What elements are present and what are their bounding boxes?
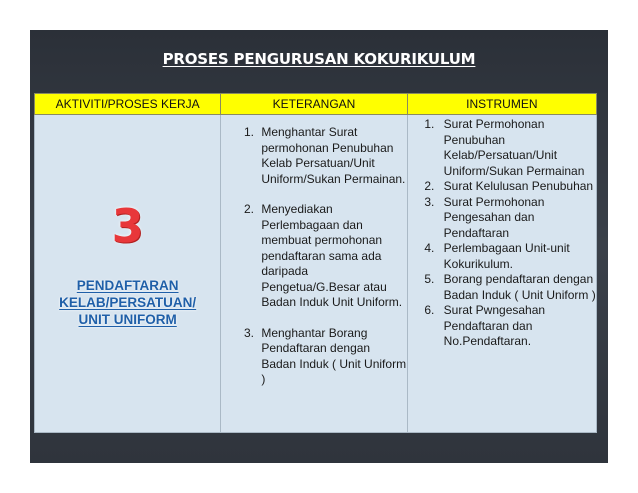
list-item: 4. Perlembagaan Unit-unit Kokurikulum. [438, 241, 596, 272]
list-item: 1. Surat Permohonan Penubuhan Kelab/Persatuan/Unit Uniform/Sukan Permainan [438, 117, 596, 179]
list-item: 5. Borang pendaftaran dengan Badan Induk ( Unit Uniform ) [438, 272, 596, 303]
list-item: 1. Menghantar Surat permohonan Penubuhan Kelab Persatuan/Unit Uniform/Sukan Permainan. [257, 125, 406, 187]
list-item: 3. Menghantar Borang Pendaftaran dengan Badan Induk ( Unit Uniform ) [257, 326, 406, 388]
table-header-row [35, 94, 597, 115]
aktiviti-label-line: UNIT UNIFORM [78, 312, 177, 327]
list-item: 3. Surat Permohonan Pengesahan dan Pendaftaran [438, 195, 596, 242]
list-item: 6. Surat Pwngesahan Pendaftaran dan No.Pendaftaran. [438, 303, 596, 350]
header-instrumen: INSTRUMEN [407, 94, 596, 115]
list-item: 2. Surat Kelulusan Penubuhan [438, 179, 596, 195]
process-table [34, 93, 597, 433]
instrumen-list [408, 115, 596, 350]
aktiviti-label-line: PENDAFTARAN [76, 278, 179, 293]
table-row [35, 115, 597, 433]
aktiviti-cell [35, 115, 221, 433]
aktiviti-label-line: KELAB/PERSATUAN/ [59, 295, 197, 310]
aktiviti-label [35, 277, 220, 328]
keterangan-cell [221, 115, 407, 433]
header-aktiviti: AKTIVITI/PROSES KERJA [35, 94, 221, 115]
list-item: 2. Menyediakan Perlembagaan dan membuat permohonan pendaftaran sama ada daripada Pengetua/G.Besar atau Badan Induk Unit Uniform. [257, 202, 406, 311]
instrumen-cell [407, 115, 596, 433]
header-keterangan: KETERANGAN [221, 94, 407, 115]
slide-title: PROSES PENGURUSAN KOKURIKULUM [162, 50, 476, 68]
keterangan-list [221, 115, 406, 388]
step-number: 3 [111, 199, 144, 253]
